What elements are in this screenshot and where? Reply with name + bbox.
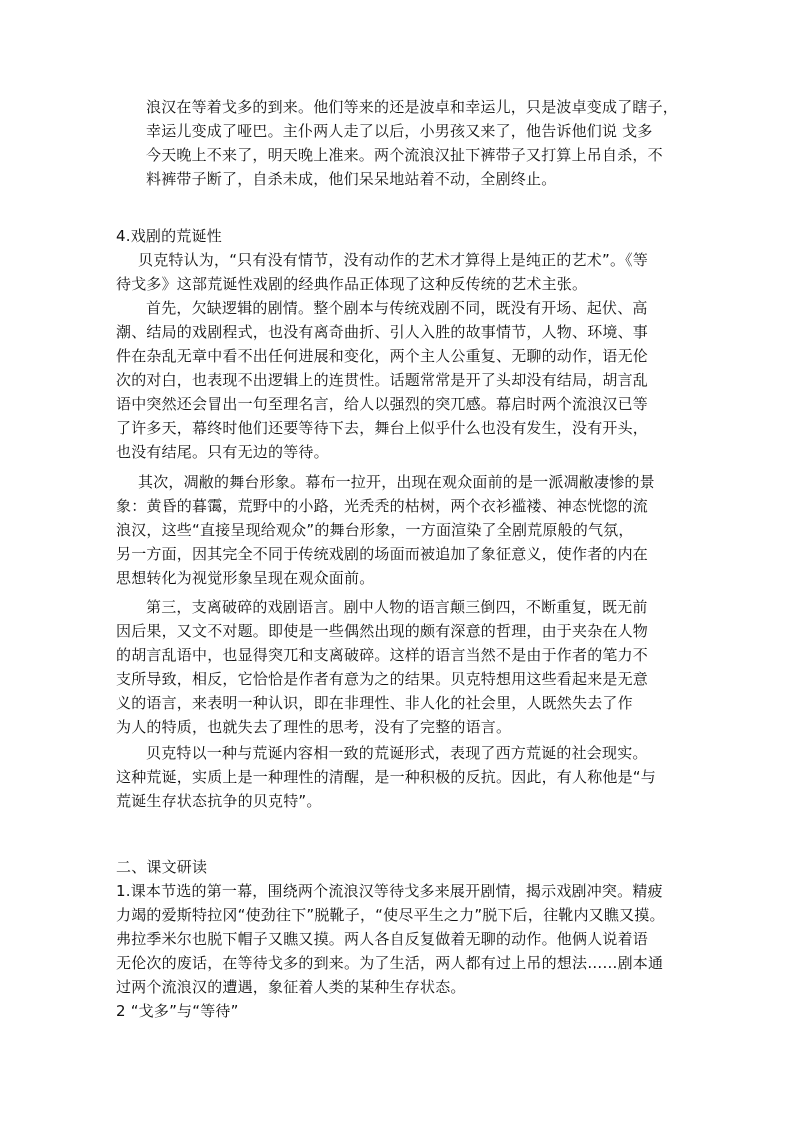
text-line: 思想转化为视觉形象呈现在观众面前。 [116,569,375,587]
text-line: 另一方面，因其完全不同于传统戏剧的场面而被追加了象征意义，使作者的内在 [116,545,649,563]
text-line: 的胡言乱语中，也显得突兀和支离破碎。这样的语言当然不是由于作者的笔力不 [116,646,649,664]
text-line: 1.课本节选的第一幕，围绕两个流浪汉等待戈多来展开剧情，揭示戏剧冲突。精疲 [116,882,663,900]
paragraph-stage-image [116,470,655,590]
subheading-godot-and-waiting: 2 “戈多”与“等待” [116,1002,239,1020]
text-line: 潮、结局的戏剧程式，也没有离奇曲折、引人入胜的故事情节，人物、环境、事 [116,323,649,341]
text-line: 力竭的爱斯特拉冈“使劲往下”脱靴子，“使尽平生之力”脱下后，往靴内又瞧又摸。 [116,906,665,924]
paragraph-text-study-1 [116,879,665,999]
text-line: 弗拉季米尔也脱下帽子又瞧又摸。两人各自反复做着无聊的动作。他俩人说着语 [116,930,649,948]
text-line: 义的语言，来表明一种认识，即在非理性、非人化的社会里，人既然失去了作 [116,694,633,712]
text-line: 件在杂乱无章中看不出任何进展和变化，两个主人公重复、无聊的动作，语无伦 [116,347,649,365]
section-2-heading: 二、课文研读 [116,858,208,876]
text-line: 贝克特认为，“只有没有情节，没有动作的艺术才算得上是纯正的艺术”。《等 [138,251,649,269]
paragraph-illogical-plot [116,296,648,464]
text-line: 了许多天，幕终时他们还要等待下去，舞台上似乎什么也没有发生，没有开头， [116,419,649,437]
text-line: 浪汉，这些“直接呈现给观众”的舞台形象，一方面渲染了全剧荒原般的气氛， [116,521,634,539]
text-line: 幸运儿变成了哑巴。主仆两人走了以后，小男孩又来了，他告诉他们说 戈多 [146,122,653,140]
text-line: 象：黄昏的暮霭，荒野中的小路，光秃秃的枯树，两个衣衫褴褛、神态恍惚的流 [116,497,649,515]
intro-paragraph [146,95,678,191]
section-4-heading: 4.戏剧的荒诞性 [116,227,222,245]
text-line: 过两个流浪汉的遭遇，象征着人类的某种生存状态。 [116,978,466,996]
text-line: 第三，支离破碎的戏剧语言。剧中人物的语言颠三倒四，不断重复，既无前 [146,598,648,616]
text-line: 为人的特质，也就失去了理性的思考，没有了完整的语言。 [116,718,512,736]
paragraph-conclusion [116,741,656,813]
text-line: 因后果，又文不对题。即使是一些偶然出现的颇有深意的哲理，由于夹杂在人物 [116,622,649,640]
text-line: 次的对白，也表现不出逻辑上的连贯性。话题常常是开了头却没有结局，胡言乱 [116,371,649,389]
text-line: 待戈多》这部荒诞性戏剧的经典作品正体现了这种反传统的艺术主张。 [116,275,588,293]
paragraph-beckett-view [116,248,648,296]
text-line: 今天晚上不来了，明天晚上准来。两个流浪汉扯下裤带子又打算上吊自杀，不 [146,146,663,164]
text-line: 也没有结尾。只有无边的等待。 [116,443,329,461]
text-line: 无伦次的废话，在等待戈多的到来。为了生活，两人都有过上吊的想法……剧本通 [116,954,664,972]
text-line: 浪汉在等着戈多的到来。他们等来的还是波卓和幸运儿，只是波卓变成了瞎子， [146,98,679,116]
text-line: 这种荒诞，实质上是一种理性的清醒，是一种积极的反抗。因此，有人称他是“与 [116,768,656,786]
text-line: 其次，凋敝的舞台形象。幕布一拉开，出现在观众面前的是一派凋敝凄惨的景 [138,473,655,491]
paragraph-fragmented-language [116,595,648,739]
text-line: 荒诞生存状态抗争的贝克特”。 [116,792,322,810]
text-line: 语中突然还会冒出一句至理名言，给人以强烈的突兀感。幕启时两个流浪汉已等 [116,395,649,413]
text-line: 首先，欠缺逻辑的剧情。整个剧本与传统戏剧不同，既没有开场、起伏、高 [146,299,648,317]
text-line: 料裤带子断了，自杀未成，他们呆呆地站着不动，全剧终止。 [146,170,557,188]
text-line: 贝克特以一种与荒诞内容相一致的荒诞形式，表现了西方荒诞的社会现实。 [146,744,648,762]
text-line: 支所导致，相反，它恰恰是作者有意为之的结果。贝克特想用这些看起来是无意 [116,670,649,688]
